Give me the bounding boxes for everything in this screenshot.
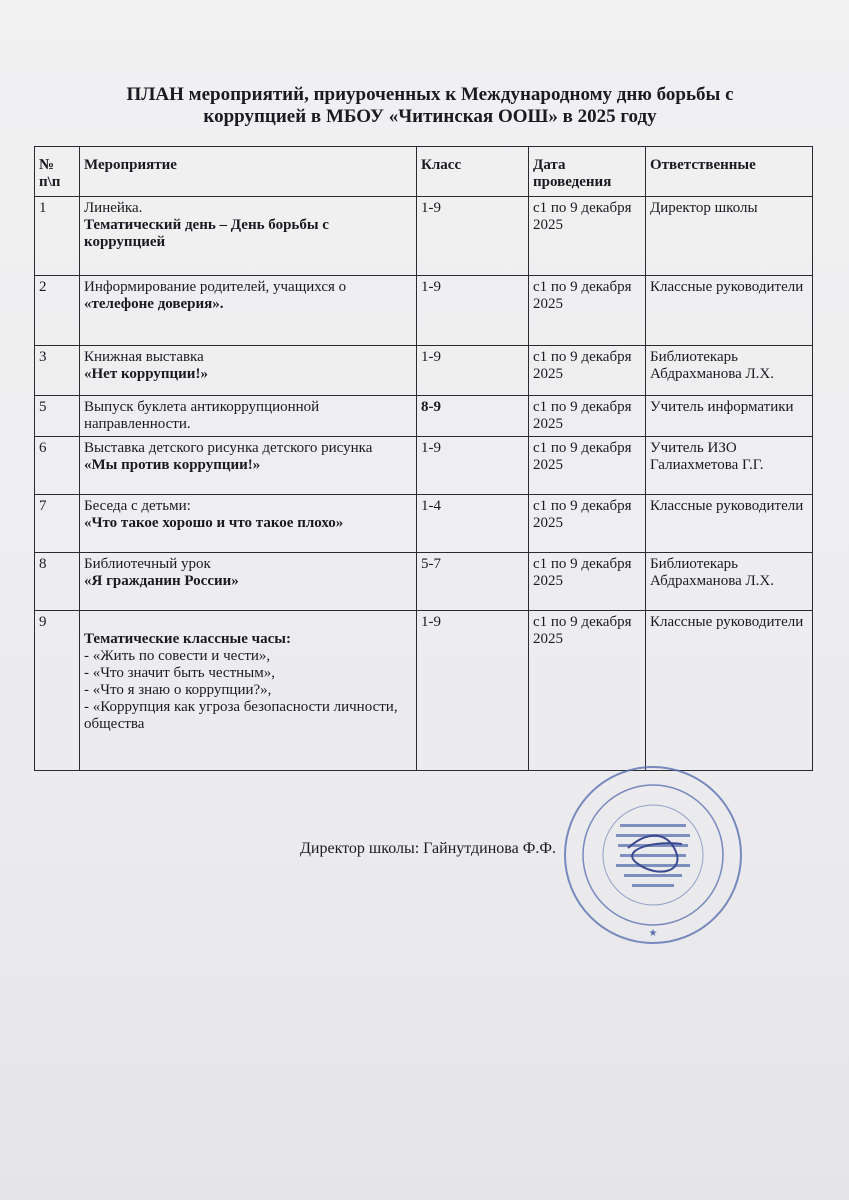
row-class: 8-9: [417, 396, 529, 437]
row-date: с1 по 9 декабря 2025: [529, 276, 646, 346]
row-event: [80, 346, 417, 396]
event-plain: Библиотечный урок: [84, 556, 211, 572]
events-table: [34, 146, 813, 771]
table-row: [35, 276, 813, 346]
stamp-inner-text-lines: [616, 824, 690, 887]
event-plain: Выставка детского рисунка детского рисунка: [84, 440, 373, 456]
row-num: 3: [35, 346, 80, 396]
event-plain: Выпуск буклета антикоррупционной направленности.: [84, 399, 320, 432]
event-plain: Книжная выставка: [84, 349, 204, 365]
event-bold: «телефоне доверия».: [84, 296, 224, 312]
row-event: [80, 437, 417, 495]
row-class: 1-9: [417, 437, 529, 495]
header-responsible: Ответственные: [646, 147, 813, 197]
row-date: с1 по 9 декабря 2025: [529, 396, 646, 437]
title-line-2: коррупцией в МБОУ «Читинская ООШ» в 2025 году: [203, 106, 657, 127]
row-date: с1 по 9 декабря 2025: [529, 611, 646, 771]
table-header-row: [35, 147, 813, 197]
event-item: - «Что я знаю о коррупции?»,: [84, 682, 272, 698]
row-num: 1: [35, 197, 80, 276]
table-row: [35, 611, 813, 771]
header-class: Класс: [417, 147, 529, 197]
event-bold: Тематический день – День борьбы с коррупцией: [84, 217, 329, 250]
row-responsible: Классные руководители: [646, 495, 813, 553]
event-plain: Линейка.: [84, 200, 143, 216]
row-num: 7: [35, 495, 80, 553]
row-num: 6: [35, 437, 80, 495]
row-event: [80, 611, 417, 771]
table-row: [35, 396, 813, 437]
row-date: с1 по 9 декабря 2025: [529, 437, 646, 495]
row-num: 2: [35, 276, 80, 346]
table-row: [35, 197, 813, 276]
title-line-1: ПЛАН мероприятий, приуроченных к Международному дню борьбы с: [126, 84, 734, 105]
event-plain: Информирование родителей, учащихся о: [84, 279, 347, 295]
svg-text:★: ★: [648, 928, 658, 939]
row-date: с1 по 9 декабря 2025: [529, 346, 646, 396]
row-responsible: Библиотекарь Абдрахманова Л.Х.: [646, 346, 813, 396]
row-event: [80, 396, 417, 437]
header-event: Мероприятие: [80, 147, 417, 197]
row-num: 5: [35, 396, 80, 437]
row-date: с1 по 9 декабря 2025: [529, 553, 646, 611]
row-class: 1-9: [417, 276, 529, 346]
table-row: [35, 553, 813, 611]
event-plain: Беседа с детьми:: [84, 498, 191, 514]
header-date: Дата проведения: [529, 147, 646, 197]
row-num: 8: [35, 553, 80, 611]
row-responsible: Учитель ИЗО Галиахметова Г.Г.: [646, 437, 813, 495]
row-class: 1-9: [417, 346, 529, 396]
event-bold: Тематические классные часы:: [84, 631, 291, 647]
table-row: [35, 346, 813, 396]
event-bold: «Что такое хорошо и что такое плохо»: [84, 515, 344, 531]
row-responsible: Классные руководители: [646, 611, 813, 771]
row-event: [80, 553, 417, 611]
event-item: - «Что значит быть честным»,: [84, 665, 275, 681]
row-class: 1-4: [417, 495, 529, 553]
event-bold: «Я гражданин России»: [84, 573, 239, 589]
row-event: [80, 276, 417, 346]
row-responsible: Учитель информатики: [646, 396, 813, 437]
event-bold: «Нет коррупции!»: [84, 366, 208, 382]
event-item: - «Коррупция как угроза безопасности личности, общества: [84, 699, 398, 732]
row-class: 1-9: [417, 197, 529, 276]
row-responsible: Классные руководители: [646, 276, 813, 346]
event-bold: «Мы против коррупции!»: [84, 457, 261, 473]
row-class: 5-7: [417, 553, 529, 611]
row-date: с1 по 9 декабря 2025: [529, 197, 646, 276]
row-event: [80, 197, 417, 276]
header-num: № п\п: [35, 147, 80, 197]
table-row: [35, 437, 813, 495]
director-signature-line: Директор школы: Гайнутдинова Ф.Ф.: [300, 840, 557, 857]
row-responsible: Директор школы: [646, 197, 813, 276]
row-date: с1 по 9 декабря 2025: [529, 495, 646, 553]
row-num: 9: [35, 611, 80, 771]
table-row: [35, 495, 813, 553]
event-item: - «Жить по совести и чести»,: [84, 648, 271, 664]
page-title: [60, 84, 800, 128]
row-class: 1-9: [417, 611, 529, 771]
row-responsible: Библиотекарь Абдрахманова Л.Х.: [646, 553, 813, 611]
school-stamp: [558, 760, 748, 950]
row-event: [80, 495, 417, 553]
